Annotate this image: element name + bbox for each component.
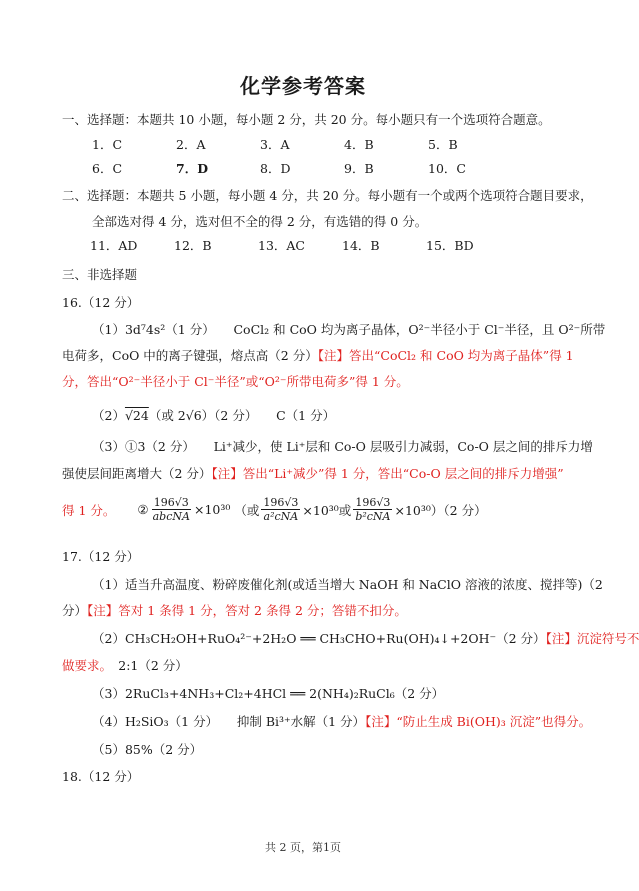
answer-4: 4．B [344, 137, 374, 152]
q16-part3-line3: 得 1 分。 ② $\frac{196√3}{\text{abcNA}}$ ×10³⁰ （或 $\frac{196√3}{\text{a²cNA}}$ ×10³⁰或 $\frac{196√3}{\text{b²cNA}}$ ×10³⁰）（2 分） [62, 496, 487, 523]
density-formula-2: $\frac{196√3}{\text{a²cNA}}$ [263, 496, 299, 523]
answer-6: 6．C [92, 161, 123, 176]
q17-part3: （3）2RuCl₃+4NH₃+Cl₂+4HCl ══ 2(NH₄)₂RuCl₆（2 分） [92, 686, 445, 701]
answer-8: 8．D [260, 161, 291, 176]
q16-part3-note-cont: 得 1 分。 [62, 502, 116, 518]
page-footer: 共 2 页，第1页 [265, 841, 341, 854]
q17-part2-ratio: 2:1（2 分） [105, 658, 188, 673]
q16-part3-line1: （3）①3（2 分） Li⁺减少，使 Li⁺层和 Co-O 层吸引力减弱，Co-O 层之间的排斥力增 [92, 439, 593, 454]
page-title: 化学参考答案 [240, 74, 366, 98]
answer-7: 7．D [176, 161, 209, 176]
q17-part2-equation: （2）CH₃CH₂OH+RuO₄²⁻+2H₂O ══ CH₃CHO+Ru(OH)₄↓+2OH⁻（2 分） [92, 631, 546, 646]
q17-header: 17.（12 分） [62, 549, 140, 564]
section1-row2 [92, 159, 512, 177]
q17-part2-note: 【注】沉淀符号不 [545, 631, 639, 646]
q16-header: 16.（12 分） [62, 295, 140, 310]
answer-12: 12．B [174, 238, 212, 253]
answer-9: 9．B [344, 161, 374, 176]
q17-part4: （4）H₂SiO₃（1 分） 抑制 Bi³⁺水解（1 分）【注】“防止生成 Bi(OH)₃ 沉淀”也得分。 [92, 714, 592, 729]
q16-part2: （2）√24（或 2√6）（2 分） C（1 分） [92, 408, 336, 423]
section1-row1 [92, 135, 512, 153]
answer-11: 11．AD [90, 238, 138, 253]
density-formula-3: $\frac{196√3}{\text{b²cNA}}$ [355, 496, 391, 523]
q17-part5: （5）85%（2 分） [92, 742, 203, 757]
q17-part1-line1: （1）适当升高温度、粉碎废催化剂(或适当增大 NaOH 和 NaClO 溶液的浓度、搅拌等)（2 [92, 577, 603, 592]
q17-part1-line2: 分）【注】答对 1 条得 1 分，答对 2 条得 2 分；答错不扣分。 [62, 603, 407, 618]
answer-1: 1．C [92, 137, 123, 152]
q16-part1-line2 [62, 346, 574, 364]
q16-part1-answer: 电荷多，CoO 中的离子键强，熔点高（2 分） [62, 348, 318, 363]
q17-part2-line2: 做要求。 2:1（2 分） [62, 658, 188, 673]
section2-row [90, 236, 510, 254]
density-formula-1: $\frac{196√3}{\text{abcNA}}$ [152, 496, 190, 523]
answer-10: 10．C [428, 161, 466, 176]
answer-13: 13．AC [258, 238, 305, 253]
q18-header: 18.（12 分） [62, 769, 140, 784]
sqrt-24: √24 [124, 408, 149, 423]
section2-heading-cont: 全部选对得 4 分，选对但不全的得 2 分，有选错的得 0 分。 [92, 214, 428, 229]
q16-part1-note-cont: 分，答出“O²⁻半径小于 Cl⁻半径”或“O²⁻所带电荷多”得 1 分。 [62, 374, 409, 389]
q16-part1-line1: （1）3d⁷4s²（1 分） CoCl₂ 和 CoO 均为离子晶体，O²⁻半径小于 Cl⁻半径，且 O²⁻所带 [92, 322, 606, 337]
section3-heading: 三、非选择题 [62, 267, 138, 282]
answer-14: 14．B [342, 238, 380, 253]
q16-part1-note: 【注】答出“CoCl₂ 和 CoO 均为离子晶体”得 1 [317, 348, 574, 363]
answer-2: 2．A [176, 137, 206, 152]
answer-3: 3．A [260, 137, 290, 152]
q17-part4-note: 【注】“防止生成 Bi(OH)₃ 沉淀”也得分。 [365, 714, 592, 729]
q17-part2-line1 [92, 629, 639, 647]
q16-part3-line2 [62, 464, 564, 482]
q16-part3-answer: 强使层间距离增大（2 分） [62, 466, 212, 481]
answer-15: 15．BD [426, 238, 474, 253]
section1-heading: 一、选择题：本题共 10 小题，每小题 2 分，共 20 分。每小题只有一个选项符合题意。 [62, 112, 551, 127]
section2-heading: 二、选择题：本题共 5 小题，每小题 4 分，共 20 分。每小题有一个或两个选项符合题目要求， [62, 188, 593, 203]
answer-5: 5．B [428, 137, 458, 152]
q16-part3-note: 【注】答出“Li⁺减少”得 1 分，答出“Co-O 层之间的排斥力增强” [211, 466, 564, 481]
q17-part1-note: 【注】答对 1 条得 1 分，答对 2 条得 2 分；答错不扣分。 [87, 603, 407, 618]
